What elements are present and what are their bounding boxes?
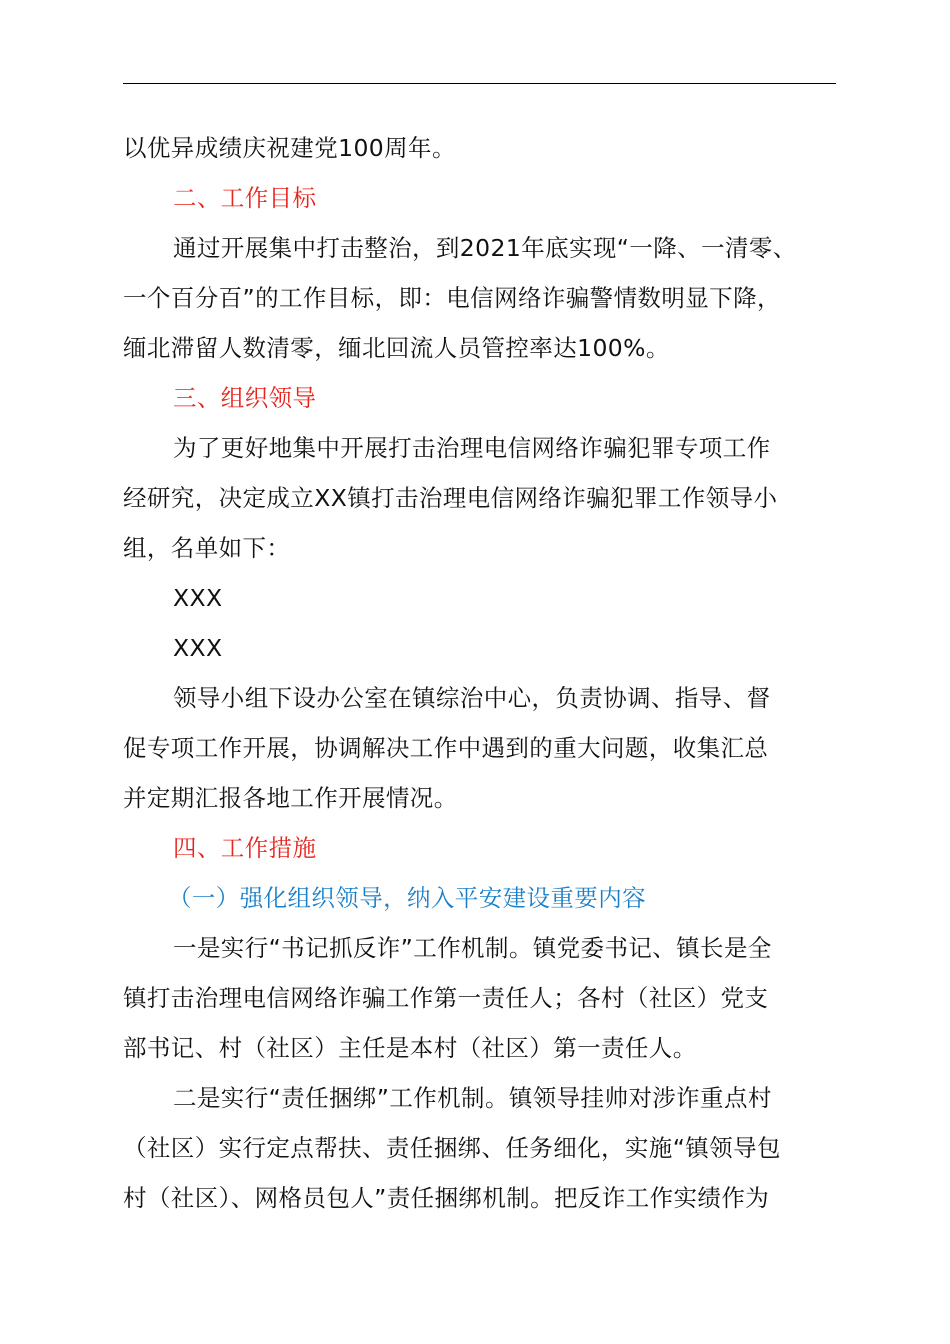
body-text-line: 促专项工作开展，协调解决工作中遇到的重大问题，收集汇总 <box>123 734 769 762</box>
header-rule <box>123 83 836 84</box>
body-text-line: 经研究，决定成立XX镇打击治理电信网络诈骗犯罪工作领导小 <box>123 484 778 512</box>
section-heading-goals: 二、工作目标 <box>173 184 317 212</box>
body-text-line: 缅北滞留人数清零，缅北回流人员管控率达100%。 <box>123 334 670 362</box>
body-text-line: 以优异成绩庆祝建党100周年。 <box>123 134 456 162</box>
section-heading-leadership: 三、组织领导 <box>173 384 317 412</box>
body-text-line: 并定期汇报各地工作开展情况。 <box>123 784 458 812</box>
subsection-heading: （一）强化组织领导，纳入平安建设重要内容 <box>168 884 646 912</box>
body-text-line: 为了更好地集中开展打击治理电信网络诈骗犯罪专项工作 <box>173 434 771 462</box>
member-name: XXX <box>173 634 223 662</box>
body-text-line: 部书记、村（社区）主任是本村（社区）第一责任人。 <box>123 1034 697 1062</box>
body-text-line: 通过开展集中打击整治，到2021年底实现“一降、一清零、 <box>173 234 797 262</box>
body-text-line: （社区）实行定点帮扶、责任捆绑、任务细化，实施“镇领导包 <box>123 1134 781 1162</box>
body-text-line: 镇打击治理电信网络诈骗工作第一责任人；各村（社区）党支 <box>123 984 769 1012</box>
body-text-line: 领导小组下设办公室在镇综治中心，负责协调、指导、督 <box>173 684 771 712</box>
body-text-line: 一是实行“书记抓反诈”工作机制。镇党委书记、镇长是全 <box>173 934 772 962</box>
member-name: XXX <box>173 584 223 612</box>
body-text-line: 村（社区）、网格员包人”责任捆绑机制。把反诈工作实绩作为 <box>123 1184 770 1212</box>
body-text-line: 一个百分百”的工作目标，即：电信网络诈骗警情数明显下降， <box>123 284 781 312</box>
section-heading-measures: 四、工作措施 <box>173 834 317 862</box>
body-text-line: 二是实行“责任捆绑”工作机制。镇领导挂帅对涉诈重点村 <box>173 1084 772 1112</box>
body-text-line: 组，名单如下： <box>123 534 291 562</box>
